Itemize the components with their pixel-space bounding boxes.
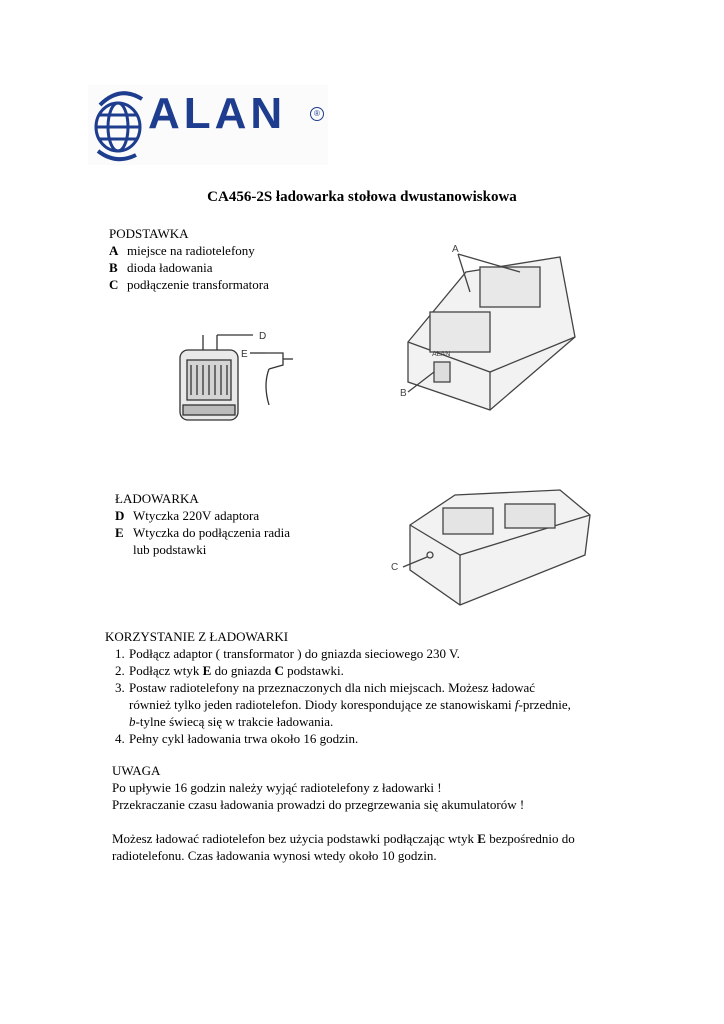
base-figure — [370, 232, 625, 422]
charger-heading: ŁADOWARKA — [115, 491, 199, 506]
adapter-figure — [165, 325, 345, 435]
globe-icon — [90, 85, 150, 165]
base-brand-label: ALAN — [432, 351, 451, 358]
charger-item-d: D Wtyczka 220V adaptora — [115, 508, 260, 523]
usage-step: 1. Podłącz adaptor ( transformator ) do gniazda sieciowego 230 V. — [115, 646, 460, 661]
adapter-label-d: D — [259, 331, 267, 342]
side-label-c: C — [391, 562, 399, 573]
charger-item-e: E Wtyczka do podłączenia radia — [115, 525, 290, 540]
note-line: Możesz ładować radiotelefon bez użycia podstawki podłączając wtyk E bezpośrednio do — [112, 831, 575, 846]
note-line: radiotelefonu. Czas ładowania wynosi wtedy około 10 godzin. — [112, 848, 437, 863]
charger-side-figure — [385, 470, 615, 615]
base-item-b: B dioda ładowania — [109, 260, 213, 275]
charger-legend — [115, 490, 290, 558]
base-label-b: B — [400, 388, 407, 399]
warning-section — [112, 762, 524, 813]
adapter-label-e: E — [241, 349, 248, 360]
usage-step: 3. Postaw radiotelefony na przeznaczonych dla nich miejscach. Możesz ładować również tylko jeden radiotelefon. Diody korespondujące ze stanowiskami f-przednie, b-tylne świecą się w trakcie ładowania. — [115, 680, 571, 729]
warning-line: Przekraczanie czasu ładowania prowadzi do przegrzewania się akumulatorów ! — [112, 797, 525, 812]
warning-line: Po upływie 16 godzin należy wyjąć radiotelefony z ładowarki ! — [112, 780, 442, 795]
usage-step: 4. Pełny cykl ładowania trwa około 16 godzin. — [115, 731, 359, 746]
charger-item-e-cont: lub podstawki — [133, 542, 207, 557]
alan-logo — [88, 85, 328, 165]
base-item-c: C podłączenie transformatora — [109, 277, 269, 292]
usage-step: 2. Podłącz wtyk E do gniazda C podstawki. — [115, 663, 344, 678]
registered-mark: ® — [310, 107, 324, 121]
logo-wordmark: ALAN — [148, 89, 287, 138]
usage-heading: KORZYSTANIE Z ŁADOWARKI — [105, 629, 289, 644]
base-item-a: A miejsce na radiotelefony — [109, 243, 255, 258]
usage-section — [105, 628, 571, 747]
page-title: CA456-2S ładowarka stołowa dwustanowiskowa — [207, 189, 517, 205]
base-label-a: A — [452, 244, 459, 255]
base-legend — [109, 225, 269, 293]
base-heading: PODSTAWKA — [109, 226, 189, 241]
warning-heading: UWAGA — [112, 763, 161, 778]
note-section — [112, 830, 575, 864]
